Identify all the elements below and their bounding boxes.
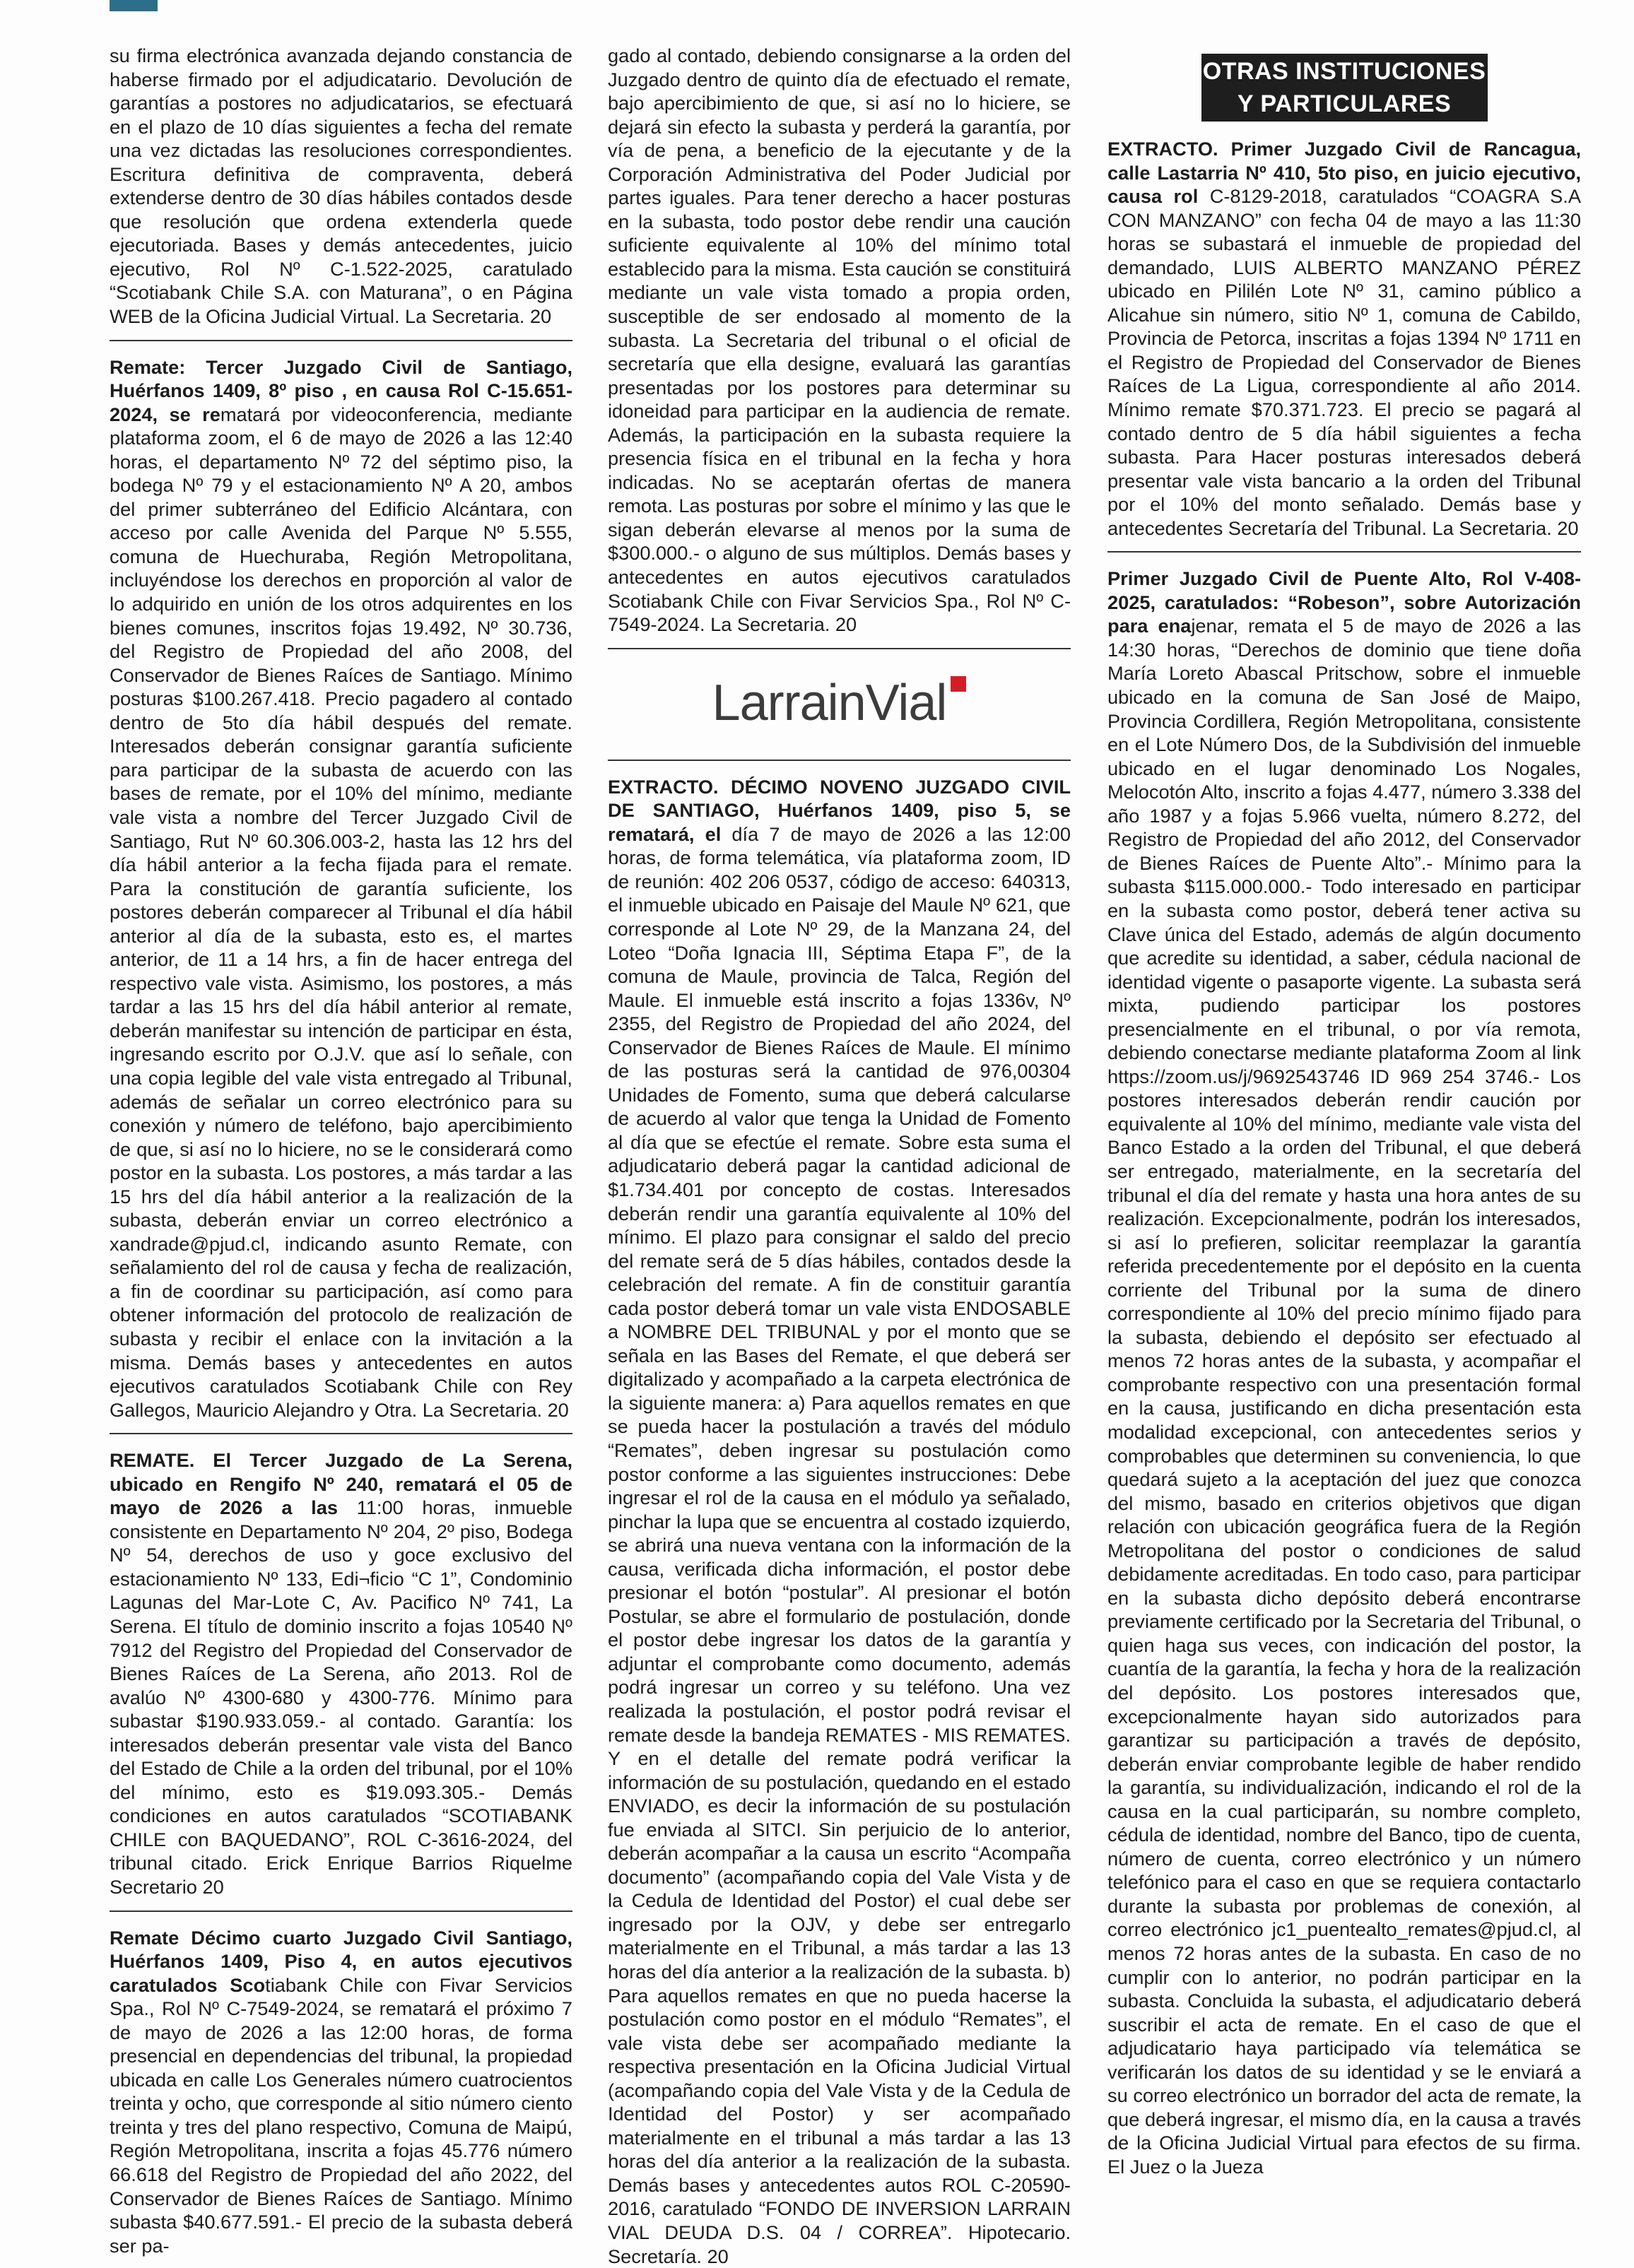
notice-continuation-fivar	[608, 44, 1071, 637]
larrainvial-logo	[712, 674, 967, 731]
larrainvial-ad	[608, 663, 1071, 748]
notice-puente-alto	[1107, 567, 1581, 2178]
notice-continuation-scotiabank-maturana	[110, 44, 572, 329]
notice-lead: Remate: Tercer Juzgado Civil de Santiago, Huérfanos 1409, 8º piso , en causa Rol C-15.651-2024, se re	[110, 355, 572, 425]
notice-divider	[1107, 551, 1581, 553]
notice-tercer-juzgado-santiago	[110, 355, 572, 1422]
notice-body: gado al contado, debiendo consignarse a la orden del Juzgado dentro de quinto día de efectuado el remate, bajo apercibimiento de que, si así no lo hiciere, se dejará sin efecto la subasta y perderá la garantía, por vía de pena, a beneficio de la ejecutante y de la Corporación Administrativa del Poder Judicial por partes iguales. Para tener derecho a hacer posturas en la subasta, todo postor debe rendir una caución suficiente equivalente al 10% del mínimo total establecido para la misma. Esta caución se constituirá mediante un vale vista tomado a propia orden, susceptible de ser endosado al momento de la subasta. La Secretaria del tribunal o el oficial de secretaría que ella designe, evaluará las garantías presentadas por los postores para determinar su idoneidad para participar en la audiencia de remate. Además, la participación en la subasta requiere la presencia física en el tribunal en la fecha y hora indicadas. No se aceptarán ofertas de manera remota. Las posturas por sobre el mínimo y las que le sigan deberán elevarse al menos por la suma de $300.000.- o alguno de sus múltiplos. Demás bases y antecedentes en autos ejecutivos caratulados Scotiabank Chile con Fivar Servicios Spa., Rol Nº C-7549-2024. La Secretaria. 20	[608, 45, 1071, 636]
notice-lead: REMATE. El Tercer Juzgado de La Serena, ubicado en Rengifo Nº 240, rematará el 05 de mayo de 2026 a las	[110, 1449, 572, 1519]
notice-rancagua	[1107, 137, 1581, 540]
section-color-tab	[110, 0, 158, 11]
notice-lead: EXTRACTO. Primer Juzgado Civil de Rancagua, calle Lastarria Nº 410, 5to piso, en juicio ejecutivo, causa rol	[1107, 138, 1581, 208]
column-2	[608, 44, 1071, 2268]
larrainvial-logo-text: LarrainVial	[712, 674, 947, 731]
notice-divider	[110, 340, 572, 341]
notice-lead: Primer Juzgado Civil de Puente Alto, Rol V-408-2025, caratulados: “Robeson”, sobre Autorización para ena	[1107, 567, 1581, 637]
notice-tercer-juzgado-la-serena	[110, 1448, 572, 1898]
notice-decimo-cuarto-juzgado	[110, 1926, 572, 2258]
notice-body: tiabank Chile con Fivar Servicios Spa., Rol Nº C-7549-2024, se rematará el próximo 7 de mayo de 2026 a las 12:00 horas, de forma presencial en dependencias del tribunal, la propiedad ubicada en calle Los Generales número cuatrocientos treinta y ocho, que corresponde al sitio número ciento treinta y tres del plano respectivo, Comuna de Maipú, Región Metropolitana, inscrita a fojas 45.776 número 66.618 del Registro de Propiedad del año 2022, del Conservador de Bienes Raíces de Santiago. Mínimo subasta $40.677.591.- El precio de la subasta deberá ser pa-	[110, 1973, 572, 2257]
section-title: OTRAS INSTITUCIONES Y PARTICULARES	[1201, 54, 1488, 122]
notice-body: C-8129-2018, caratulados “COAGRA S.A CON MANZANO” con fecha 04 de mayo a las 11:30 horas se subastará el inmueble de propiedad del demandado, LUIS ALBERTO MANZANO PÉREZ ubicado en Pililén Lote Nº 31, camino público a Alicahue sin número, sitio Nº 1, comuna de Cabildo, Provincia de Petorca, inscritas a fojas 1394 Nº 1711 en el Registro de Propiedad del Conservador de Bienes Raíces de La Ligua, correspondiente al año 2014. Mínimo remate $70.371.723. El precio se pagará al contado dentro de 5 día hábil siguientes a fecha subasta. Para Hacer posturas interesados deberá presentar vale vista bancario a la orden del Tribunal por el 10% del monto señalado. Demás base y antecedentes Secretaría del Tribunal. La Secretaria. 20	[1107, 185, 1581, 539]
notice-body: matará por videoconferencia, mediante plataforma zoom, el 6 de mayo de 2026 a las 12:40 horas, el departamento Nº 72 del séptimo piso, la bodega Nº 79 y el estacionamiento Nº A 20, ambos del primer subterráneo del Edificio Alcántara, con acceso por calle Avenida del Parque Nº 5.555, comuna de Huechuraba, Región Metropolitana, incluyéndose los derechos en proporción al valor de lo adquirido en unión de los otros adquirentes en los bienes comunes, inscritos fojas 19.492, Nº 30.736, del Registro de Propiedad del año 2008, del Conservador de Bienes Raíces de Santiago. Mínimo posturas $100.267.418. Precio pagadero al contado dentro de 5to día hábil después del remate. Interesados deberán consignar garantía suficiente para participar de la subasta de acuerdo con las bases de remate, por el 10% del mínimo, mediante vale vista a nombre del Tercer Juzgado Civil de Santiago, Rut Nº 60.306.003-2, hasta las 12 hrs del día hábil anterior a la fecha fijada para el remate. Para la constitución de garantía suficiente, los postores deberán comparecer al Tribunal el día hábil anterior al día de la subasta, esto es, el martes anterior, de 11 a 14 hrs, a fin de hacer entrega del respectivo vale vista. Asimismo, los postores, a más tardar a las 15 hrs del día hábil anterior al remate, deberán manifestar su intención de participar en ésta, ingresando escrito por O.J.V. que así lo señale, con una copia legible del vale vista entregado al Tribunal, además de señalar un correo electrónico para su conexión y número de teléfono, bajo apercibimiento de que, si así no lo hiciere, no se le considerará como postor en la subasta. Los postores, a más tardar a las 15 hrs del día hábil anterior a la realización de la subasta, deberán enviar un correo electrónico a xandrade@pjud.cl, indicando asunto Remate, con señalamiento del rol de causa y fecha de realización, a fin de coordinar su participación, así como para obtener información del protocolo de realización de subasta y recibir el enlace con la invitación a la misma. Demás bases y antecedentes en autos ejecutivos caratulados Scotiabank Chile con Rey Gallegos, Mauricio Alejandro y Otra. La Secretaria. 20	[110, 403, 572, 1421]
larrainvial-red-square-icon	[951, 676, 966, 692]
notice-divider	[110, 1910, 572, 1912]
notice-divider	[608, 648, 1071, 649]
notice-lead: Remate Décimo cuarto Juzgado Civil Santiago, Huérfanos 1409, Piso 4, en autos ejecutivos caratulados Sco	[110, 1926, 572, 1996]
notice-body: día 7 de mayo de 2026 a las 12:00 horas, de forma telemática, vía plataforma zoom, ID de reunión: 402 206 0537, código de acceso: 640313, el inmueble ubicado en Paisaje del Maule Nº 621, que corresponde al Lote Nº 29, de la Manzana 24, del Loteo “Doña Ignacia III, Séptima Etapa F”, de la comuna de Maule, provincia de Talca, Región del Maule. El inmueble está inscrito a fojas 1336v, Nº 2355, del Registro de Propiedad del año 2024, del Conservador de Bienes Raíces de Maule. El mínimo de las posturas será la cantidad de 976,00304 Unidades de Fomento, suma que deberá calcularse de acuerdo al valor que tenga la Unidad de Fomento al día que se efectúe el remate. Sobre esta suma el adjudicatario deberá pagar la cantidad adicional de $1.734.401 por concepto de costas. Interesados deberán rendir una garantía equivalente al 10% del mínimo. El plazo para consignar el saldo del precio del remate será de 5 días hábiles, contados desde la celebración del remate. A fin de constituir garantía cada postor deberá tomar un vale vista ENDOSABLE a NOMBRE DEL TRIBUNAL y por el monto que se señala en las Bases del Remate, el que deberá ser digitalizado y acompañado a la carpeta electrónica de la siguiente manera: a) Para aquellos remates en que se pueda hacer la postulación a través del módulo “Remates”, deben ingresar su postulación como postor conforme a las siguientes instrucciones: Debe ingresar el rol de la causa en el módulo ya señalado, pinchar la lupa que se encuentra al costado izquierdo, se abrirá una nueva ventana con la información de la causa, verificada dicha información, el postor debe presionar el botón “postular”. Al presionar el botón Postular, se abre el formulario de postulación, donde el postor debe ingresar los datos de la garantía y adjuntar el comprobante como documento, además podrá ingresar un correo y su teléfono. Una vez realizada la postulación, el postor podrá revisar el remate desde la bandeja REMATES - MIS REMATES. Y en el detalle del remate podrá verificar la información de su postulación, quedando en el estado ENVIADO, es decir la información de su postulación fue enviada al SITCI. Sin perjuicio de lo anterior, deberán acompañar a la causa un escrito “Acompaña documento” (acompañando copia del Vale Vista y de la Cedula de Identidad del Postor) el cual debe ser ingresado por la OJV, y debe ser entregarlo materialmente en el Tribunal, a más tardar a las 13 horas del día anterior a la realización de la subasta. b) Para aquellos remates en que no pueda hacerse la postulación como postor en el módulo “Remates”, el vale vista debe ser acompañado mediante la respectiva presentación en la Oficina Judicial Virtual (acompañando copia del Vale Vista y de la Cedula de Identidad del Postor) y ser acompañado materialmente en el tribunal a más tardar a las 13 horas del día anterior a la realización de la subasta. Demás bases y antecedentes autos ROL C-20590-2016, caratulado “FONDO DE INVERSION LARRAIN VIAL DEUDA D.S. 04 / CORREA”. Hipotecario. Secretaría. 20	[608, 822, 1071, 2267]
notice-body: su firma electrónica avanzada dejando constancia de haberse firmado por el adjudicatario. Devolución de garantías a postores no adjudicatarios, se efectuará en el plazo de 10 días siguientes a fecha del remate una vez dictadas las resoluciones correspondientes. Escritura definitiva de compraventa, deberá extenderse dentro de 30 días hábiles contados desde que resolución que ordena extenderla quede ejecutoriada. Bases y demás antecedentes, juicio ejecutivo, Rol Nº C-1.522-2025, caratulado “Scotiabank Chile S.A. con Maturana”, o en Página WEB de la Oficina Judicial Virtual. La Secretaria. 20	[110, 45, 572, 328]
notice-decimo-noveno-juzgado	[608, 775, 1071, 2268]
column-3	[1107, 44, 1581, 2178]
column-1	[110, 44, 572, 2257]
notice-divider	[608, 760, 1071, 761]
notice-body: jenar, remata el 5 de mayo de 2026 a las 14:30 horas, “Derechos de dominio que tiene doña María Loreto Abascal Pritschow, sobre el inmueble ubicado en la comuna de San José de Maipo, Provincia Cordillera, Región Metropolitana, consistente en el Lote Número Dos, de la Subdivisión del inmueble ubicado en el lugar denominado Los Nogales, Melocotón Alto, inscrito a fojas 4.477, número 3.338 del año 1987 y a fojas 5.966 vuelta, número 8.272, del Registro de Propiedad del año 2012, del Conservador de Bienes Raíces de Puente Alto”.- Mínimo para la subasta $115.000.000.- Todo interesado en participar en la subasta como postor, deberá tener activa su Clave única del Estado, además de algún documento que acredite su identidad, a saber, cédula nacional de identidad vigente o pasaporte vigente. La subasta será mixta, pudiendo participar los postores presencialmente en el tribunal, o por vía remota, debiendo conectarse mediante plataforma Zoom al link https://zoom.us/j/9692543746 ID 969 254 3746.- Los postores interesados deberán rendir caución por equivalente al 10% del mínimo, mediante vale vista del Banco Estado a la orden del Tribunal, el que deberá ser entregado, materialmente, en la secretaría del tribunal el día del remate y hasta una hora antes de su realización. Excepcionalmente, podrán los interesados, si así lo prefieren, solicitar reemplazar la garantía referida precedentemente por el depósito en la cuenta corriente del Tribunal por la suma de dinero correspondiente al 10% del precio mínimo fijado para la subasta, debiendo el depósito ser efectuado al menos 72 horas antes de la subasta, y acompañar el comprobante respectivo con una presentación formal en la causa, justificando en dicha presentación esta modalidad excepcional, con antecedentes serios y comprobables que determinen su conveniencia, lo que quedará sujeto a la aceptación del juez que conozca del mismo, basado en criterios objetivos que digan relación con ubicación geográfica fuera de la Región Metropolitana del postor o condiciones de salud debidamente acreditadas. En todo caso, para participar en la subasta dicho depósito deberá encontrarse previamente certificado por la Secretaria del Tribunal, o quien haga sus veces, con indicación del postor, la cuantía de la garantía, la fecha y hora de la realización del depósito. Los postores interesados que, excepcionalmente hayan sido autorizados para garantizar su participación a través de depósito, deberán enviar comprobante legible de haber rendido la garantía, su individualización, indicando el rol de la causa en la cual participarán, su nombre completo, cédula de identidad, nombre del Banco, tipo de cuenta, número de cuenta, correo electrónico y un número telefónico para el caso en que se requiera contactarlo durante la subasta por problemas de conexión, al correo electrónico jc1_puentealto_remates@pjud.cl, al menos 72 horas antes de la subasta. En caso de no cumplir con lo anterior, no podrán participar en la subasta. Concluida la subasta, el adjudicatario deberá suscribir el acta de remate. En el caso de que el adjudicatario haya participado vía telemática se verificarán los datos de su identidad y se le enviará a su correo electrónico un borrador del acta de remate, la que deberá ingresar, el mismo día, en la causa a través de la Oficina Judicial Virtual para efectos de su firma. El Juez o la Jueza	[1107, 615, 1581, 2178]
notice-body: 11:00 horas, inmueble consistente en Departamento Nº 204, 2º piso, Bodega Nº 54, derechos de uso y goce exclusivo del estacionamiento Nº 133, Edi¬ficio “C 1”, Condominio Lagunas del Mar-Lote C, Av. Pacifico Nº 741, La Serena. El título de dominio inscrito a fojas 10540 Nº 7912 del Registro del Propiedad del Conservador de Bienes Raíces de La Serena, año 2013. Rol de avalúo Nº 4300-680 y 4300-776. Mínimo para subastar $190.933.059.- al contado. Garantía: los interesados deberán presentar vale vista del Banco del Estado de Chile a la orden del tribunal, por el 10% del mínimo, esto es $19.093.305.- Demás condiciones en autos caratulados “SCOTIABANK CHILE con BAQUEDANO”, ROL C-3616-2024, del tribunal citado. Erick Enrique Barrios Riquelme Secretario 20	[110, 1496, 573, 1898]
notice-lead: EXTRACTO. DÉCIMO NOVENO JUZGADO CIVIL DE SANTIAGO, Huérfanos 1409, piso 5, se rematará, el	[608, 775, 1071, 845]
notice-divider	[110, 1433, 572, 1434]
